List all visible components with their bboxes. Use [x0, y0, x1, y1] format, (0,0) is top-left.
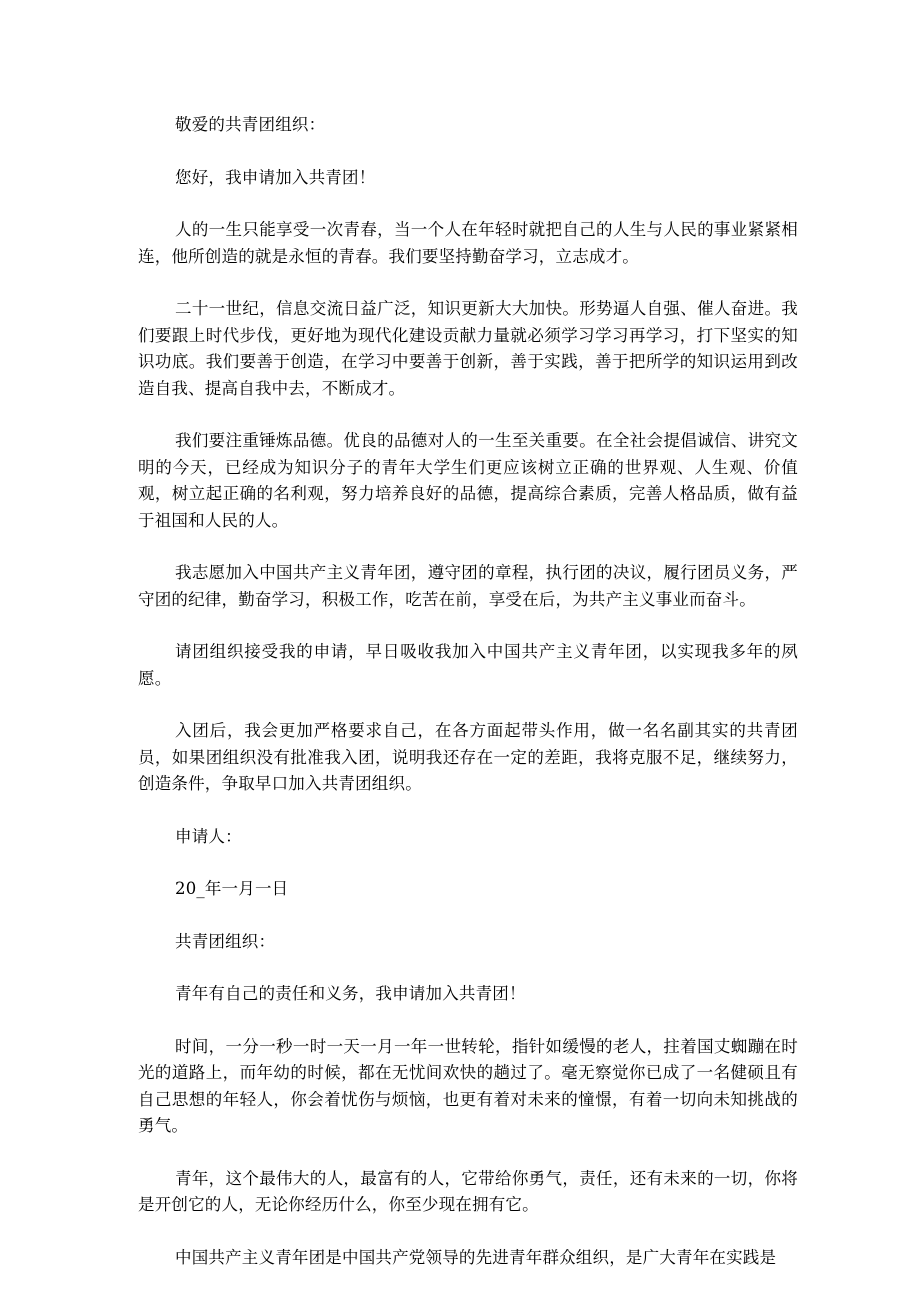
- document-body: [138, 112, 798, 1297]
- paragraph: 人的一生只能享受一次青春，当一个人在年轻时就把自己的人生与人民的事业紧紧相连，他所创造的就是永恒的青春。我们要坚持勤奋学习，立志成才。: [138, 220, 798, 266]
- paragraph: 入团后，我会更加严格要求自己，在各方面起带头作用，做一名名副其实的共青团员，如果团组织没有批准我入团，说明我还存在一定的差距，我将克服不足，继续努力，创造条件，争取早口加入共青团组织。: [138, 721, 798, 793]
- salutation-2: 共青团组织：: [175, 931, 276, 951]
- greeting: 您好，我申请加入共青团！: [175, 167, 376, 187]
- paragraph: 请团组织接受我的申请，早日吸收我加入中国共产主义青年团，以实现我多年的夙愿。: [138, 642, 798, 688]
- paragraph: 中国共产主义青年团是中国共产党领导的先进青年群众组织，是广大青年在实践是: [175, 1247, 777, 1267]
- paragraph: 时间，一分一秒一时一天一月一年一世转轮，指针如缓慢的老人，拄着国丈蜘蹦在时光的道路上，而年幼的时候，都在无忧间欢快的趟过了。毫无察觉你已成了一名健硕且有自己思想的年轻人，你会着忧伤与烦恼，也更有着对未来的憧憬，有着一切向未知挑战的勇气。: [138, 1036, 798, 1135]
- paragraph: 二十一世纪，信息交流日益广泛，知识更新大大加快。形势逼人自强、催人奋进。我们要跟上时代步伐，更好地为现代化建设贡献力量就必须学习学习再学习，打下坚实的知识功底。我们要善于创造，在学习中要善于创新，善于实践，善于把所学的知识运用到改造自我、提高自我中去，不断成才。: [138, 299, 798, 398]
- salutation: 敬爱的共青团组织：: [175, 115, 326, 134]
- greeting-2: 青年有自己的责任和义务，我申请加入共青团！: [175, 984, 526, 1003]
- paragraph: 青年，这个最伟大的人，最富有的人，它带给你勇气，责任，还有未来的一切，你将是开创它的人，无论你经历什么，你至少现在拥有它。: [138, 1168, 798, 1214]
- paragraph: 我们要注重锤炼品德。优良的品德对人的一生至关重要。在全社会提倡诚信、讲究文明的今天，已经成为知识分子的青年大学生们更应该树立正确的世界观、人生观、价值观，树立起正确的名利观，努力培养良好的品德，提高综合素质，完善人格品质，做有益于祖国和人民的人。: [138, 431, 798, 530]
- date-line: 20_年一月一日: [175, 879, 289, 898]
- applicant-label: 申请人：: [175, 826, 242, 846]
- paragraph: 我志愿加入中国共产主义青年团，遵守团的章程，执行团的决议，履行团员义务，严守团的纪律，勤奋学习，积极工作，吃苦在前，享受在后，为共产主义事业而奋斗。: [138, 563, 798, 609]
